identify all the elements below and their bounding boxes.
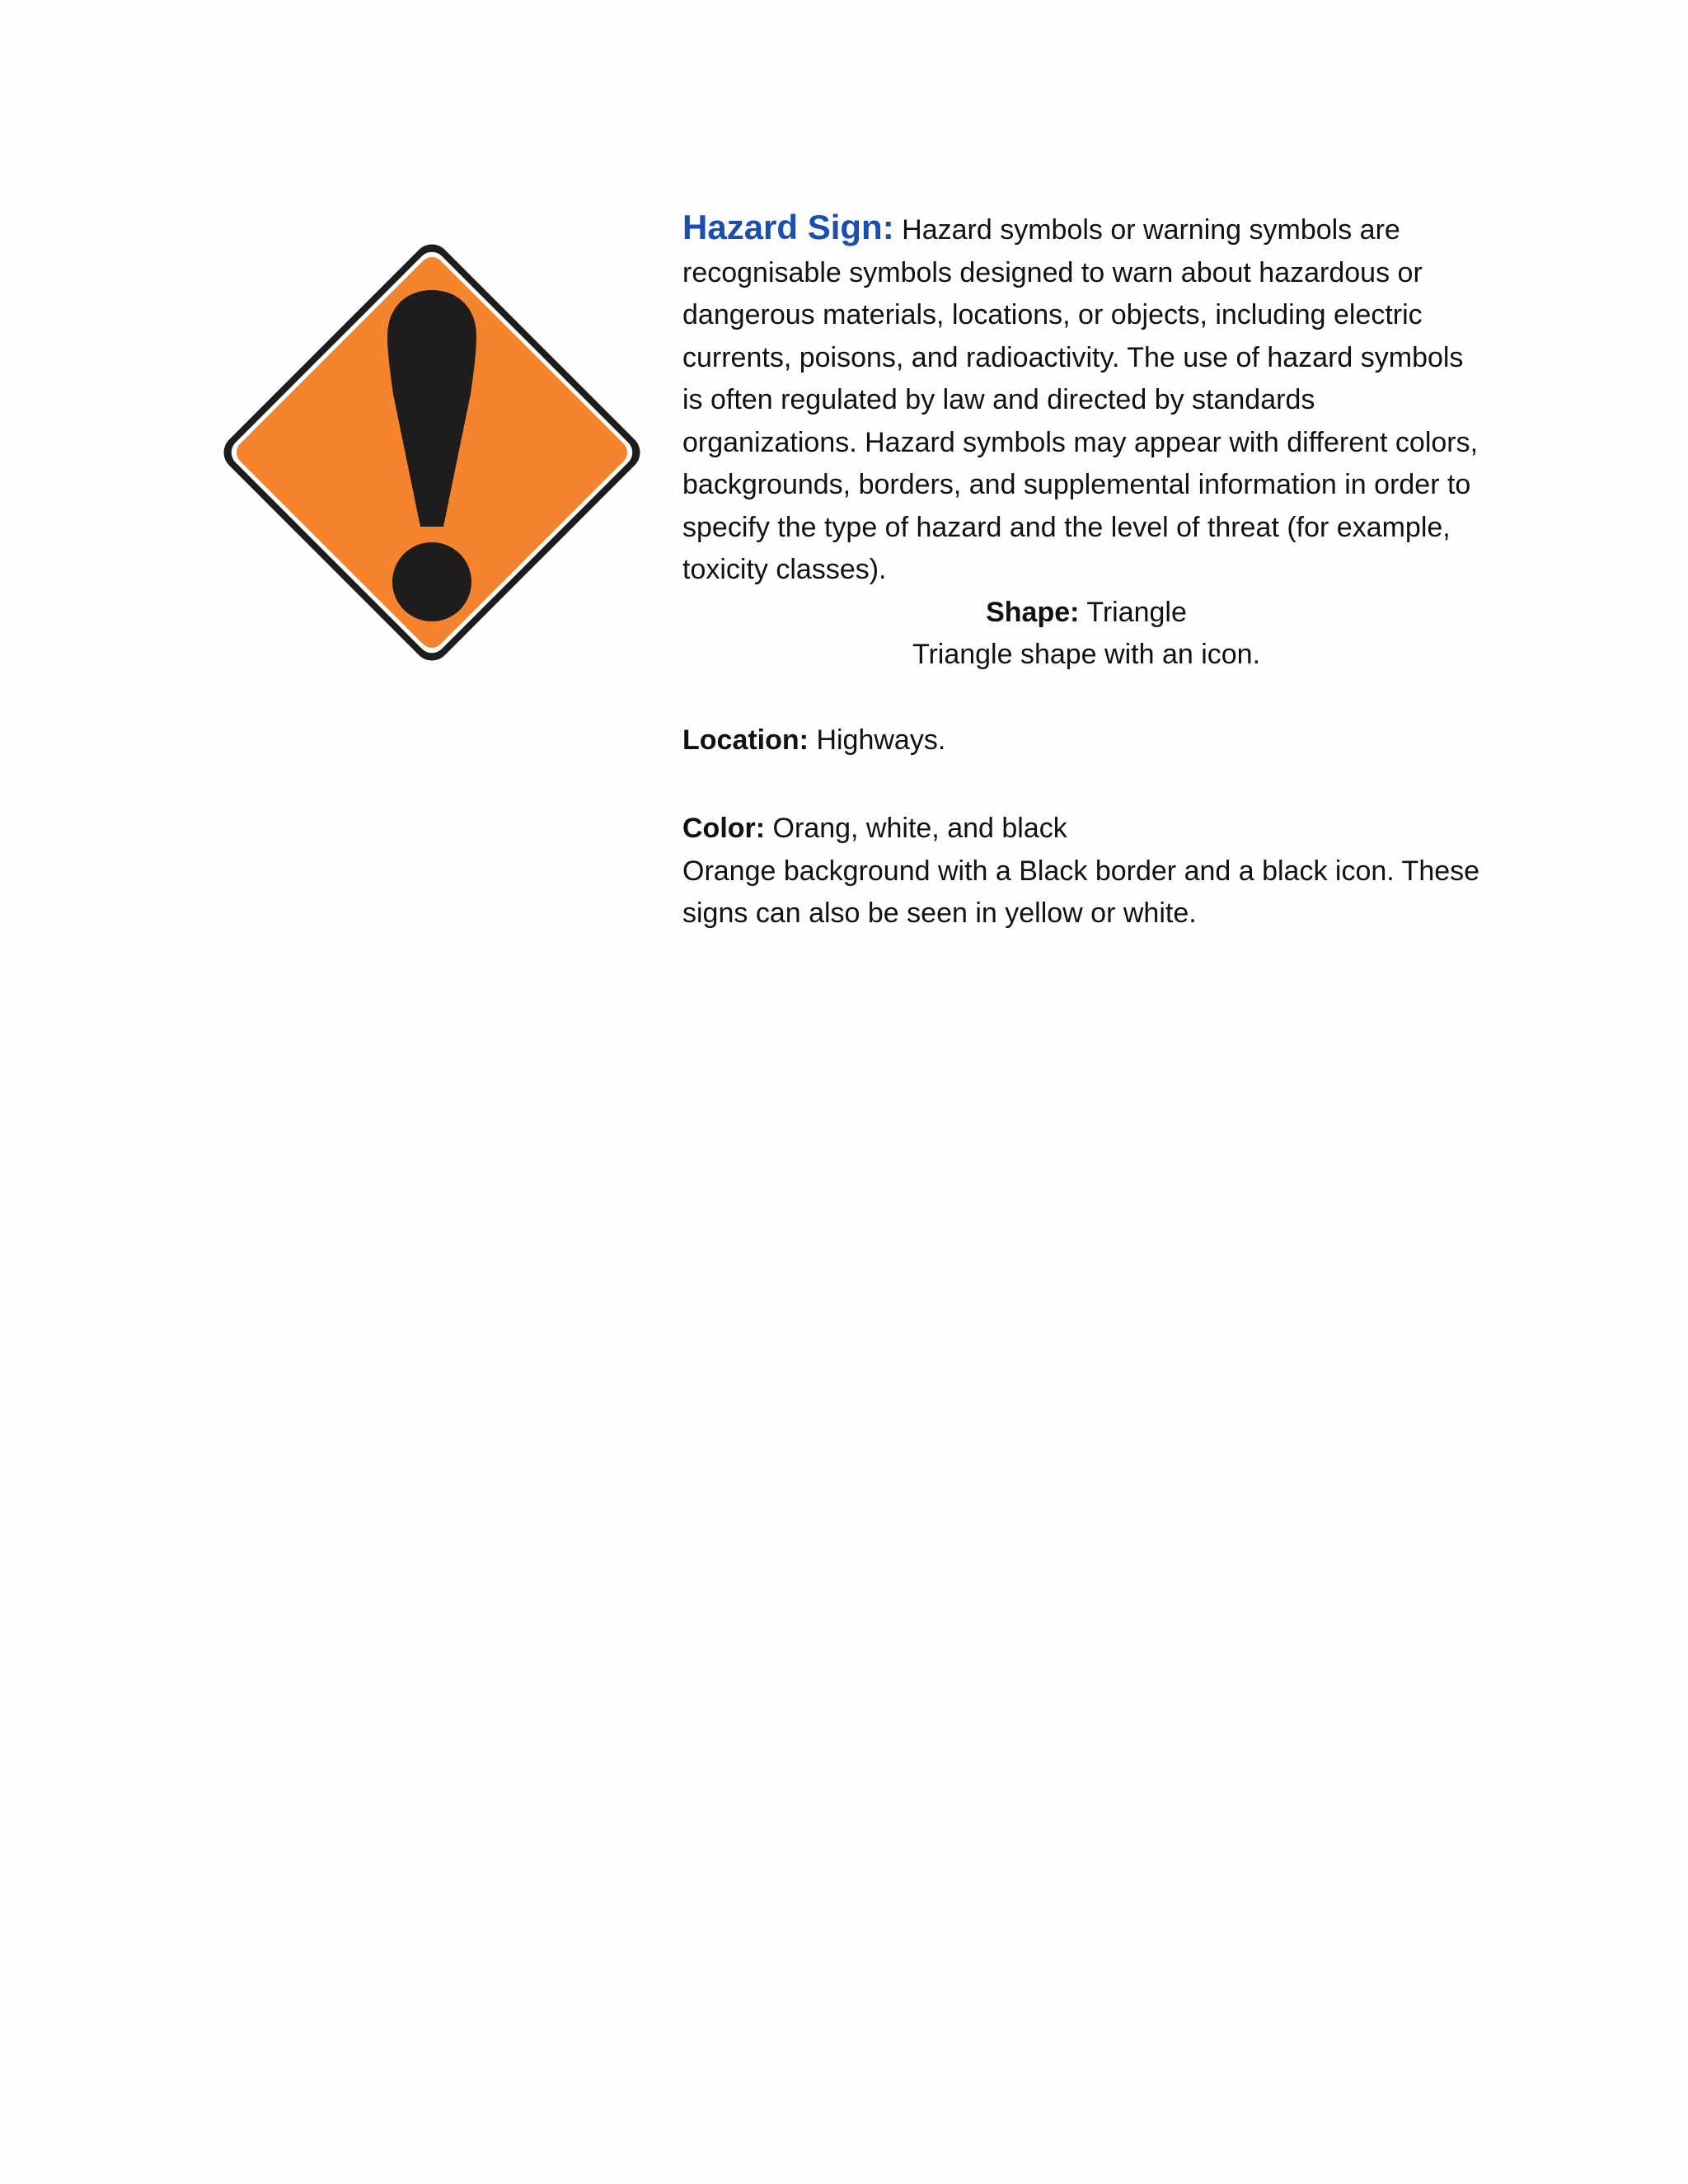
shape-note: Triangle shape with an icon. — [912, 639, 1261, 670]
shape-value: Triangle — [1086, 596, 1187, 628]
spacer — [682, 762, 1490, 808]
location-label: Location: — [682, 724, 809, 756]
description-text: Hazard symbols or warning symbols are recognisable symbols designed to warn about hazardous or dangerous materials, locations, or objects, including electric currents, poisons, and radioactivity. The use of hazard symbols is often regulated by law and directed by standards organizations. Hazard symbols may appear with different colors, backgrounds, borders, and supplemental information in order to specify the type of hazard and the level of threat (for example, toxicity classes). — [682, 214, 1479, 585]
color-line — [682, 808, 1490, 851]
heading-title: Hazard Sign: — [682, 208, 894, 246]
color-note: Orange background with a Black border and a black icon. These signs can also be seen in yellow or white. — [682, 855, 1480, 929]
spacer — [682, 677, 1490, 719]
location-value: Highways. — [816, 724, 946, 756]
shape-label: Shape: — [986, 596, 1080, 628]
description-paragraph — [682, 206, 1490, 592]
text-column — [682, 206, 1490, 935]
shape-line — [682, 592, 1490, 635]
color-value: Orang, white, and black — [772, 813, 1067, 844]
color-label: Color: — [682, 813, 766, 844]
location-line — [682, 719, 1490, 762]
hazard-exclamation-diamond-icon — [200, 221, 663, 684]
hazard-sign-image — [200, 221, 663, 684]
